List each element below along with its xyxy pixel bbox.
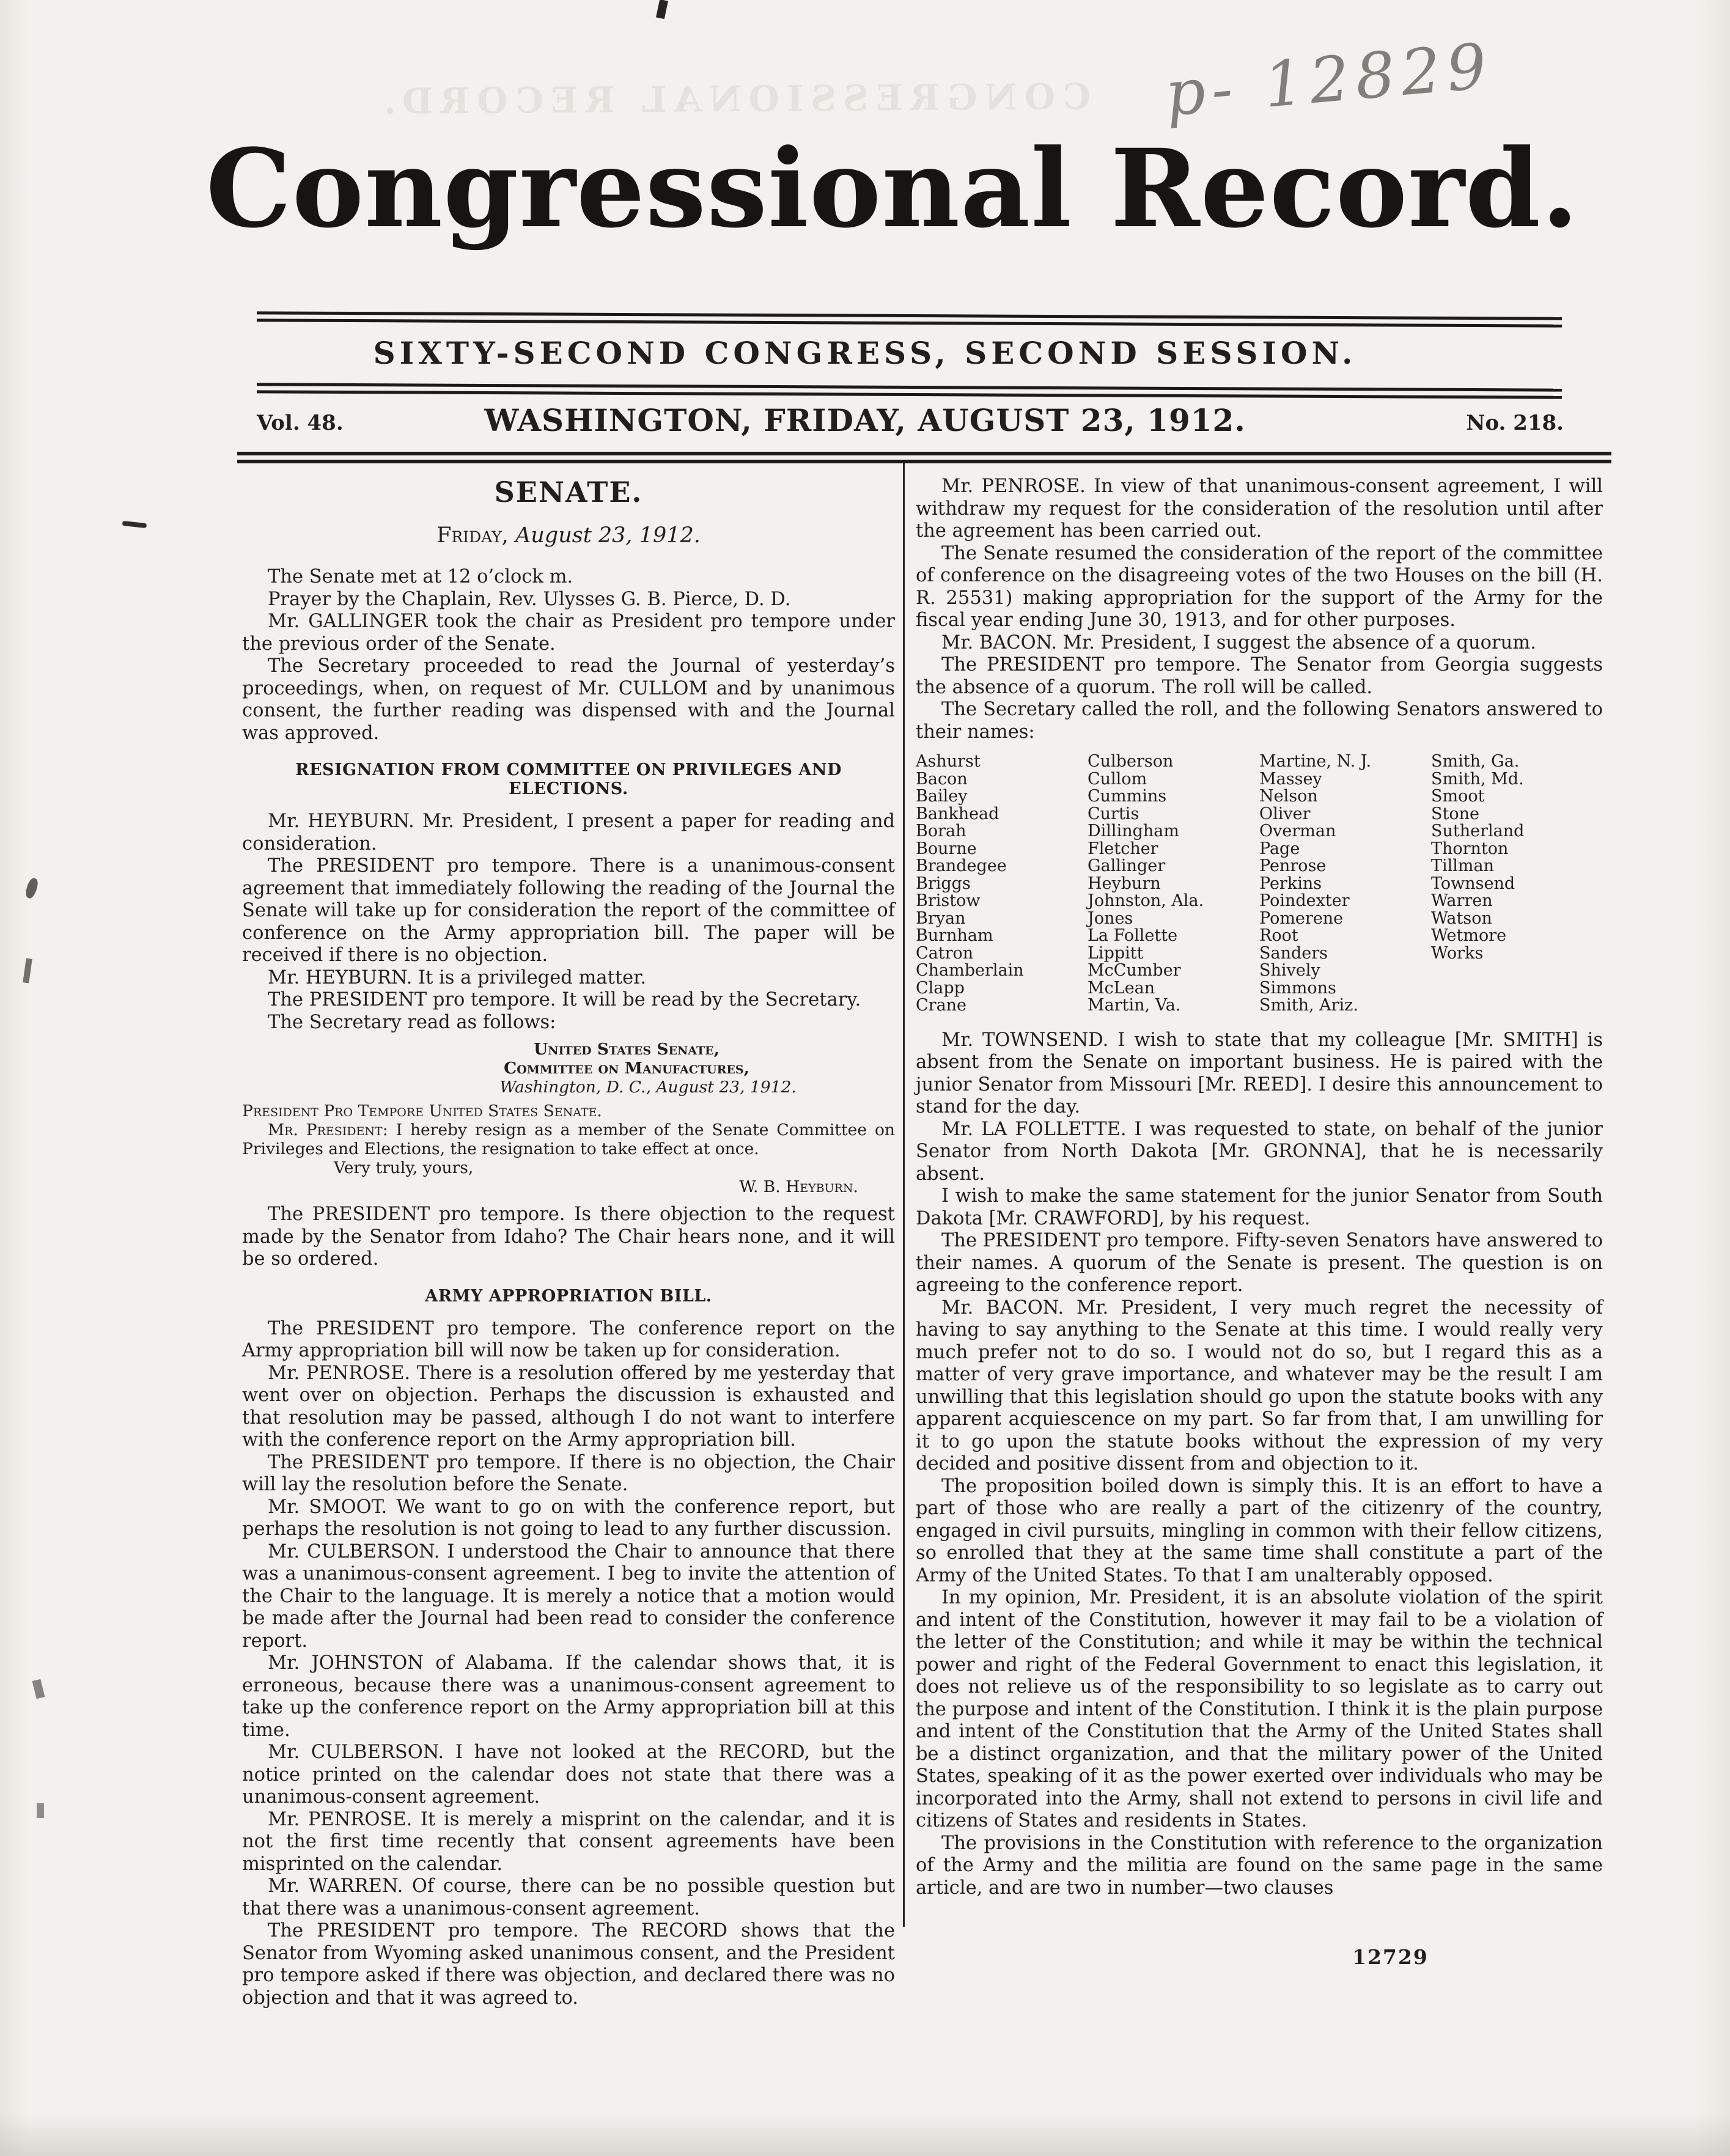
- letter-org-line: Committee on Manufactures,: [504, 1059, 749, 1078]
- masthead-title: Congressional Record.: [205, 125, 1580, 252]
- letter-body: [242, 1120, 895, 1158]
- senator-name: Page: [1259, 839, 1300, 858]
- senator-name: Clapp: [916, 978, 965, 998]
- paragraph: The Senate met at 12 o’clock m.: [268, 566, 573, 587]
- date-row: [0, 402, 1730, 445]
- senator-name: Watson: [1431, 908, 1492, 928]
- paragraph: The Secretary read as follows:: [268, 1011, 556, 1033]
- paragraph: Mr. BACON. Mr. President, I suggest the absence of a quorum.: [941, 631, 1536, 653]
- roll-call-column-1: [916, 753, 1088, 1015]
- paragraph: I wish to make the same statement for the junior Senator from South Dakota [Mr. CRAWFORD], by his request.: [916, 1185, 1603, 1229]
- paragraph: Mr. BACON. Mr. President, I very much regret the necessity of having to say anything to the Senate at this time. I would really very much prefer not to do so. I would not do so, but I regard this as a matter of very grave importance, and whatever may be the result I am unwilling that this legislation should go upon the statute books with any apparent acquiescence on my part. So far from that, I am unwilling for it to go upon the statute books without the expression of my very decided and positive dissent from and objection to it.: [916, 1297, 1603, 1474]
- opening-paragraphs: [242, 566, 895, 745]
- senator-name: Smoot: [1431, 787, 1485, 806]
- senator-name: Curtis: [1088, 804, 1139, 823]
- paragraph: The Secretary proceeded to read the Journal of yesterday’s proceedings, when, on request of Mr. CULLOM and by unanimous consent, the further reading was dispensed with and the Journal was approved.: [242, 655, 895, 744]
- session-date-italic: August 23, 1912.: [515, 523, 701, 548]
- paragraph: The Secretary called the roll, and the following Senators answered to their names:: [916, 699, 1603, 743]
- paragraph: Mr. HEYBURN. It is a privileged matter.: [268, 966, 647, 988]
- senator-name: Wetmore: [1431, 926, 1507, 945]
- senator-name: Stone: [1431, 804, 1479, 823]
- paragraph: Mr. PENROSE. There is a resolution offered by me yesterday that went over on objection. Perhaps the discussion is exhausted and that resolution may be passed, although I do not want to interfere with the conference report on the Army appropriation bill.: [242, 1362, 895, 1451]
- paragraph: The PRESIDENT pro tempore. If there is no objection, the Chair will lay the resolution before the Senate.: [242, 1451, 895, 1495]
- senator-name: Bristow: [916, 891, 981, 910]
- senator-name: Smith, Ariz.: [1259, 996, 1358, 1015]
- ink-speck: [656, 0, 668, 19]
- senator-name: Thornton: [1431, 839, 1509, 858]
- senator-name: Cullom: [1088, 769, 1147, 789]
- senator-name: La Follette: [1088, 926, 1178, 945]
- section-heading-army-bill: ARMY APPROPRIATION BILL.: [425, 1286, 712, 1306]
- senator-name: Shively: [1259, 961, 1320, 980]
- senator-name: Warren: [1431, 891, 1493, 910]
- bleed-through-ghost-title: CONGRESSIONAL RECORD.: [376, 75, 1091, 123]
- senator-name: Pomerene: [1259, 908, 1344, 928]
- paragraph: The PRESIDENT pro tempore. It will be read by the Secretary.: [268, 989, 861, 1010]
- senator-name: Bourne: [916, 839, 977, 858]
- paragraph: The PRESIDENT pro tempore. Is there objection to the request made by the Senator from Idaho? The Chair hears none, and it will be so ordered.: [242, 1204, 895, 1270]
- senator-name: Chamberlain: [916, 961, 1024, 980]
- paragraph: Mr. CULBERSON. I have not looked at the RECORD, but the notice printed on the calendar does not state that there was a unanimous-consent agreement.: [242, 1742, 895, 1808]
- senator-name: Catron: [916, 943, 974, 963]
- paragraph: Mr. TOWNSEND. I wish to state that my colleague [Mr. SMITH] is absent from the Senate on important business. He is paired with the junior Senator from Missouri [Mr. REED]. I desire this announcement to stand for the day.: [916, 1029, 1603, 1117]
- column-divider-rule: [903, 463, 905, 1927]
- resignation-letter: [242, 1040, 895, 1196]
- army-bill-paragraphs: [242, 1318, 895, 2010]
- letter-place-date: Washington, D. C., August 23, 1912.: [499, 1078, 797, 1097]
- handwritten-annotation: p- 12829: [1162, 29, 1496, 131]
- letter-salutation: Mr. President:: [268, 1120, 388, 1139]
- senator-name: Dillingham: [1088, 822, 1179, 841]
- paragraph: Prayer by the Chaplain, Rev. Ulysses G. B. Pierce, D. D.: [268, 588, 791, 610]
- paragraph: Mr. WARREN. Of course, there can be no possible question but that there was a unanimous-consent agreement.: [242, 1875, 895, 1919]
- paragraphs-before-roll: [916, 476, 1603, 743]
- senator-name: Smith, Md.: [1431, 769, 1524, 789]
- issue-number: No. 218.: [1466, 411, 1564, 435]
- roll-call-column-4: [1431, 753, 1603, 1015]
- senator-name: Smith, Ga.: [1431, 752, 1520, 771]
- senator-name: Bryan: [916, 908, 966, 928]
- senator-name: Martin, Va.: [1088, 996, 1181, 1015]
- ink-speck: [37, 1803, 44, 1818]
- paragraph: The PRESIDENT pro tempore. The Senator from Georgia suggests the absence of a quorum. The roll will be called.: [916, 654, 1603, 698]
- paragraph: The PRESIDENT pro tempore. The RECORD shows that the Senator from Wyoming asked unanimous consent, and the President pro tempore asked if there was objection, and declared there was no objection and that it was agreed to.: [242, 1920, 895, 2009]
- paragraphs-after-roll: [916, 1029, 1603, 1900]
- paragraph: In my opinion, Mr. President, it is an absolute violation of the spirit and intent of the Constitution, however it may fail to be a violation of the letter of the Constitution; and while it may be within the technical power and right of the Federal Government to enact this legislation, it does not relieve us of the responsibility to so legislate as to carry out the purpose and intent of the Constitution. I think it is the plain purpose and intent of the Constitution that the Army of the United States shall be a distinct organization, and that the military power of the United States, speaking of it as the power exerted over individuals who may be incorporated into the Army, shall not extend to persons in civil life and citizens of States and residents in States.: [916, 1587, 1603, 1831]
- senator-name: Borah: [916, 822, 966, 841]
- paragraph: Mr. CULBERSON. I understood the Chair to announce that there was a unanimous-consent agreement. I beg to invite the attention of the Chair to the language. It is merely a notice that a motion would be made after the Journal had been read to consider the conference report.: [242, 1540, 895, 1652]
- senator-name: Briggs: [916, 874, 971, 893]
- paragraph: Mr. GALLINGER took the chair as President pro tempore under the previous order of the Senate.: [242, 611, 895, 655]
- senator-name: Bacon: [916, 769, 968, 789]
- senator-name: Cummins: [1088, 787, 1167, 806]
- session-day: Friday,: [436, 523, 509, 548]
- senator-name: McCumber: [1088, 961, 1181, 980]
- senator-name: Bailey: [916, 787, 968, 806]
- senator-name: Brandegee: [916, 856, 1007, 875]
- letter-closing: Very truly, yours,: [334, 1158, 474, 1177]
- senator-name: Sanders: [1259, 943, 1328, 963]
- paragraph: The Senate resumed the consideration of the report of the committee of conference on the disagreeing votes of the two Houses on the bill (H. R. 25531) making appropriation for the support of the Army for the fiscal year ending June 30, 1913, and for other purposes.: [916, 542, 1603, 631]
- paragraph: The PRESIDENT pro tempore. There is a unanimous-consent agreement that immediately following the reading of the Journal the Senate will take up for consideration the report of the committee of conference on the Army appropriation bill. The paper will be received if there is no objection.: [242, 855, 895, 966]
- senator-name: Simmons: [1259, 978, 1336, 998]
- senator-name: Johnston, Ala.: [1088, 891, 1204, 910]
- double-rule: [257, 311, 1562, 327]
- left-column: [242, 476, 895, 2009]
- senator-name: Perkins: [1259, 874, 1322, 893]
- senator-name: Overman: [1259, 822, 1336, 841]
- paragraph: Mr. PENROSE. In view of that unanimous-consent agreement, I will withdraw my request for the consideration of the resolution until after the agreement has been carried out.: [916, 476, 1603, 542]
- senator-name: Sutherland: [1431, 822, 1525, 841]
- right-column: [916, 476, 1603, 1899]
- senator-name: Poindexter: [1259, 891, 1350, 910]
- senator-name: Lippitt: [1088, 943, 1144, 963]
- senator-name: Nelson: [1259, 787, 1318, 806]
- resignation-paragraphs: [242, 811, 895, 1034]
- paragraph: Mr. PENROSE. It is merely a misprint on the calendar, and it is not the first time recently that consent agreements have been misprinted on the calendar.: [242, 1808, 895, 1875]
- session-date-line: [242, 523, 895, 548]
- letter-signature: W. B. Heyburn.: [739, 1177, 858, 1196]
- double-rule: [257, 383, 1562, 399]
- paragraph: The proposition boiled down is simply this. It is an effort to have a part of those who are really a part of the citizenry of the country, engaged in civil pursuits, mingling in common with their fellow citizens, so enrolled that they at the same time shall constitute a part of the Army of the United States. To that I am unalterably opposed.: [916, 1475, 1603, 1586]
- page-number: 12729: [1352, 1945, 1429, 1969]
- senator-name: Ashurst: [916, 752, 981, 771]
- paragraph: The PRESIDENT pro tempore. Fifty-seven Senators have answered to their names. A quorum of the Senate is present. The question is on agreeing to the conference report.: [916, 1230, 1603, 1296]
- senator-name: Burnham: [916, 926, 993, 945]
- senator-name: Bankhead: [916, 804, 999, 823]
- senator-name: Root: [1259, 926, 1298, 945]
- paragraph: Mr. SMOOT. We want to go on with the conference report, but perhaps the resolution is not going to lead to any further discussion.: [242, 1496, 895, 1540]
- senator-name: Penrose: [1259, 856, 1327, 875]
- roll-call-column-3: [1259, 753, 1431, 1015]
- roll-call-table: [916, 753, 1603, 1015]
- senator-name: Oliver: [1259, 804, 1311, 823]
- senator-name: Massey: [1259, 769, 1322, 789]
- ink-speck: [24, 877, 40, 899]
- masthead-dateline: WASHINGTON, FRIDAY, AUGUST 23, 1912.: [484, 402, 1246, 438]
- section-heading-resignation: RESIGNATION FROM COMMITTEE ON PRIVILEGES AND ELECTIONS.: [295, 760, 842, 798]
- ink-dash-mark: [122, 521, 147, 528]
- ink-speck: [23, 958, 32, 983]
- letter-body-text: I hereby resign as a member of the Senate Committee on Privileges and Elections, the resignation to take effect at once.: [242, 1120, 895, 1158]
- senator-name: Works: [1431, 943, 1484, 963]
- senator-name: Heyburn: [1088, 874, 1161, 893]
- senator-name: Tillman: [1431, 856, 1495, 875]
- double-rule: [237, 452, 1611, 463]
- ink-speck: [32, 1679, 45, 1699]
- letter-org-line: United States Senate,: [534, 1040, 720, 1059]
- senator-name: McLean: [1088, 978, 1155, 998]
- paragraph: Mr. LA FOLLETTE. I was requested to state, on behalf of the junior Senator from North Dakota [Mr. GRONNA], that he is necessarily absent.: [916, 1118, 1603, 1185]
- paragraph: Mr. JOHNSTON of Alabama. If the calendar shows that, it is erroneous, because there was a unanimous-consent agreement to take up the conference report on the Army appropriation bill at this time.: [242, 1652, 895, 1741]
- senator-name: Crane: [916, 996, 967, 1015]
- senator-name: Culberson: [1088, 752, 1174, 771]
- roll-call-column-2: [1088, 753, 1259, 1015]
- senator-name: Fletcher: [1088, 839, 1158, 858]
- paragraph: The PRESIDENT pro tempore. The conference report on the Army appropriation bill will now be taken up for consideration.: [242, 1317, 895, 1361]
- senator-name: Gallinger: [1088, 856, 1166, 875]
- paragraph: The provisions in the Constitution with reference to the organization of the Army and the militia are found on the same page in the same article, and are two in number—two clauses: [916, 1832, 1603, 1899]
- paragraph: Mr. HEYBURN. Mr. President, I present a paper for reading and consideration.: [242, 811, 895, 855]
- volume-label: Vol. 48.: [257, 411, 344, 435]
- senator-name: Martine, N. J.: [1259, 752, 1372, 771]
- chamber-heading: SENATE.: [494, 476, 643, 509]
- session-line: SIXTY-SECOND CONGRESS, SECOND SESSION.: [373, 335, 1357, 371]
- letter-addressee: President Pro Tempore United States Senate.: [242, 1102, 602, 1120]
- senator-name: Townsend: [1431, 874, 1515, 893]
- senator-name: Jones: [1088, 908, 1133, 928]
